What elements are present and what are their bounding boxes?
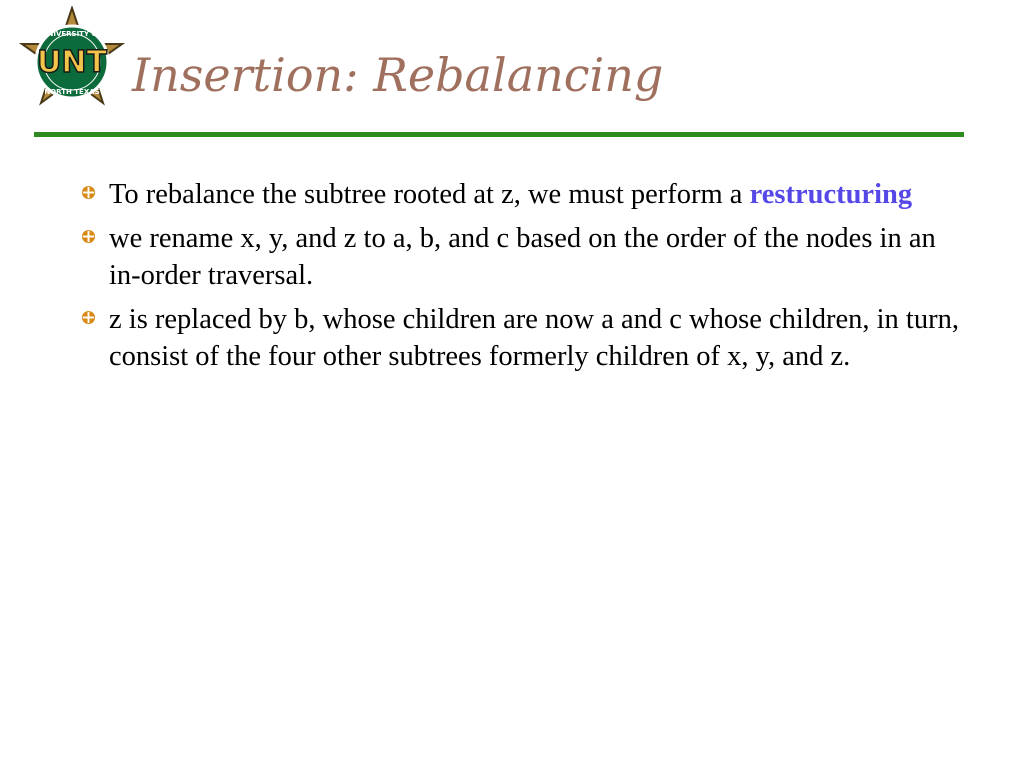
svg-text:UNT: UNT <box>37 45 107 80</box>
bullet-text: z is replaced by b, whose children are now a and c whose children, in turn, consist of the four other subtrees formerly children of x, y, and z. <box>109 304 959 372</box>
title-divider <box>34 132 964 137</box>
circle-cross-bullet-icon <box>81 229 96 244</box>
bullet-item <box>80 176 960 213</box>
bullet-item <box>80 301 960 375</box>
svg-text:UNIVERSITY OF: UNIVERSITY OF <box>41 30 103 38</box>
slide-title: Insertion: Rebalancing <box>132 48 664 102</box>
circle-cross-bullet-icon <box>81 185 96 200</box>
restructuring-keyword: restructuring <box>749 179 913 210</box>
unt-logo <box>14 6 130 116</box>
svg-text:NORTH TEXAS: NORTH TEXAS <box>44 88 100 96</box>
circle-cross-bullet-icon <box>81 310 96 325</box>
bullet-list <box>80 176 960 382</box>
bullet-text: To rebalance the subtree rooted at z, we must perform a <box>109 179 750 210</box>
bullet-text: we rename x, y, and z to a, b, and c based on the order of the nodes in an in-order traversal. <box>109 223 936 291</box>
bullet-item <box>80 220 960 294</box>
